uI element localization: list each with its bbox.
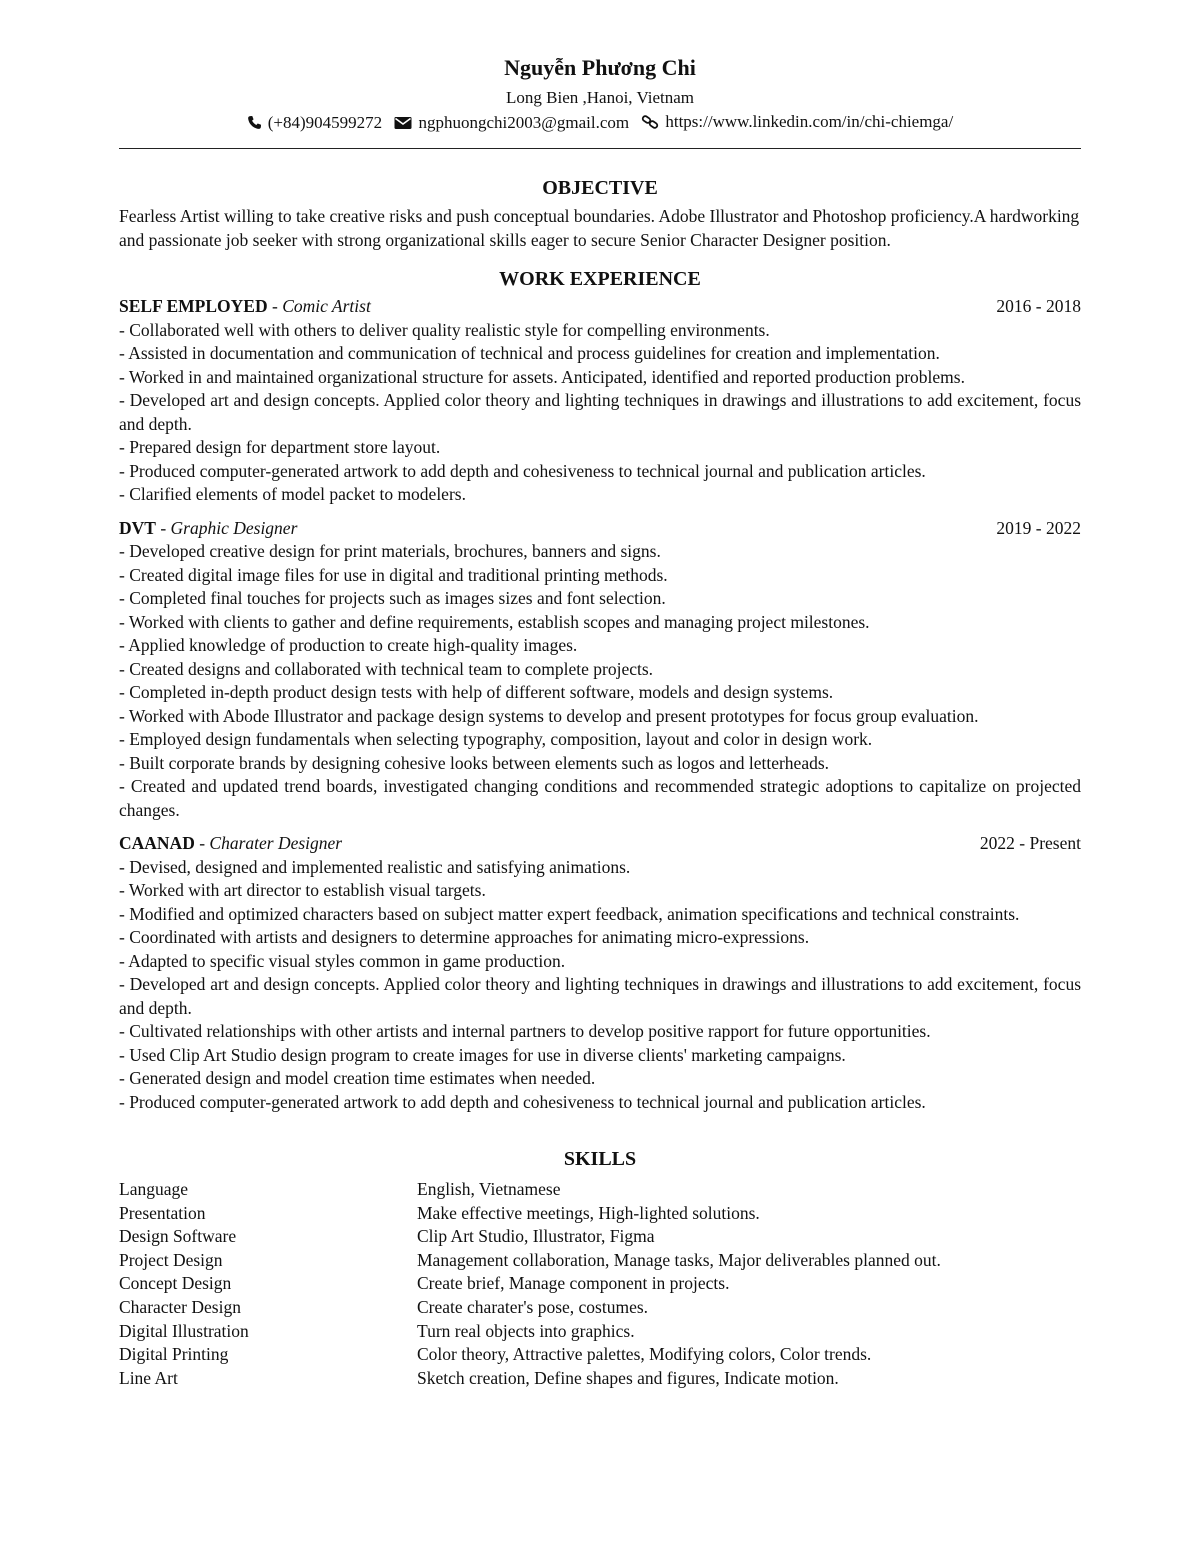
company-name: SELF EMPLOYED: [119, 296, 268, 316]
skill-row: [119, 1296, 1081, 1320]
job-bullet: - Created and updated trend boards, investigated changing conditions and recommended strategic adoptions to capitalize on projected changes.: [119, 776, 1081, 820]
linkedin-url: https://www.linkedin.com/in/chi-chiemga/: [665, 112, 954, 131]
skill-detail: English, Vietnamese: [417, 1179, 561, 1199]
contact-line: [119, 110, 1081, 137]
job-bullet: - Produced computer-generated artwork to add depth and cohesiveness to technical journal and publication articles.: [119, 1091, 926, 1112]
job-bullet-list: [119, 319, 1081, 507]
job-dates: 2016 - 2018: [996, 296, 1081, 316]
envelope-icon: [394, 116, 412, 130]
job-bullet: - Prepared design for department store layout.: [119, 437, 441, 457]
job-bullet: - Devised, designed and implemented realistic and satisfying animations.: [119, 856, 631, 877]
email-address: ngphuongchi2003@gmail.com: [418, 113, 630, 132]
skill-detail: Color theory, Attractive palettes, Modifying colors, Color trends.: [417, 1344, 872, 1365]
job-bullet: - Adapted to specific visual styles common in game production.: [119, 950, 566, 971]
skill-row: [119, 1367, 1081, 1391]
job-title-line: SELF EMPLOYED - Comic Artist: [119, 296, 371, 316]
skill-detail: Create charater's pose, costumes.: [417, 1296, 649, 1317]
skill-row: [119, 1343, 1081, 1367]
address: Long Bien ,Hanoi, Vietnam: [506, 88, 694, 107]
job-header: [119, 517, 1081, 541]
job-bullet: - Produced computer-generated artwork to add depth and cohesiveness to technical journal and publication articles.: [119, 460, 926, 481]
job-bullet: - Completed in-depth product design tests with help of different software, models and design systems.: [119, 682, 834, 702]
job-header: [119, 832, 1081, 856]
job-dates: 2022 - Present: [979, 833, 1081, 853]
phone-number: (+84)904599272: [267, 112, 383, 132]
linkedin-contact[interactable]: [641, 110, 953, 134]
job-bullet: - Completed final touches for projects such as images sizes and font selection.: [119, 588, 666, 608]
job-bullet: - Applied knowledge of production to create high-quality images.: [119, 635, 578, 655]
job-entry: [119, 295, 1081, 507]
work-experience-heading: WORK EXPERIENCE: [499, 268, 701, 290]
skill-name: Character Design: [119, 1296, 241, 1317]
job-bullet: - Developed creative design for print materials, brochures, banners and signs.: [119, 541, 661, 561]
skill-name: Presentation: [119, 1202, 206, 1223]
job-title-line: DVT - Graphic Designer: [119, 517, 298, 538]
skill-row: [119, 1249, 1081, 1273]
job-entry: [119, 832, 1081, 1114]
job-bullet: - Worked with Abode Illustrator and package design systems to develop and present prototypes for focus group evaluation.: [119, 705, 979, 726]
job-bullet-list: [119, 540, 1081, 822]
skill-name: Digital Illustration: [119, 1320, 249, 1341]
skill-row: [119, 1178, 1081, 1202]
job-bullet: - Created digital image files for use in digital and traditional printing methods.: [119, 564, 668, 585]
job-role: Graphic Designer: [170, 517, 298, 538]
skill-row: [119, 1225, 1081, 1249]
candidate-name: Nguyễn Phương Chi: [504, 55, 696, 80]
skill-name: Digital Printing: [119, 1344, 229, 1365]
job-bullet: - Developed art and design concepts. Applied color theory and lighting techniques in drawings and illustrations to add excitement, focus and depth.: [119, 974, 1081, 1018]
skill-detail: Turn real objects into graphics.: [417, 1320, 635, 1341]
job-bullet: - Coordinated with artists and designers to determine approaches for animating micro-expressions.: [119, 927, 810, 947]
email-contact[interactable]: [394, 111, 629, 135]
resume-page: [119, 52, 1081, 1390]
skill-row: [119, 1320, 1081, 1344]
skill-name: Project Design: [119, 1249, 223, 1270]
skill-detail: Clip Art Studio, Illustrator, Figma: [417, 1226, 655, 1247]
skill-name: Design Software: [119, 1226, 237, 1247]
job-dates: 2019 - 2022: [996, 517, 1081, 538]
job-bullet: - Clarified elements of model packet to modelers.: [119, 484, 466, 504]
phone-contact[interactable]: [247, 111, 382, 135]
job-bullet: - Cultivated relationships with other artists and internal partners to develop positive rapport for future opportunities.: [119, 1021, 931, 1041]
company-name: DVT: [119, 517, 156, 538]
job-bullet: - Generated design and model creation time estimates when needed.: [119, 1068, 596, 1088]
phone-icon: [247, 115, 262, 130]
job-bullet: - Employed design fundamentals when selecting typography, composition, layout and color in design work.: [119, 729, 873, 749]
company-name: CAANAD: [119, 833, 195, 853]
job-bullet: - Collaborated well with others to deliver quality realistic style for compelling environments.: [119, 319, 770, 340]
skill-detail: Sketch creation, Define shapes and figures, Indicate motion.: [417, 1367, 839, 1388]
skill-detail: Management collaboration, Manage tasks, Major deliverables planned out.: [417, 1249, 941, 1270]
objective-text: Fearless Artist willing to take creative risks and push conceptual boundaries. Adobe Illustrator and Photoshop proficiency.A hardworking and passionate job seeker with strong organizational skills eager to secure Senior Character Designer position.: [119, 206, 1080, 250]
job-bullet: - Created designs and collaborated with technical team to complete projects.: [119, 658, 654, 679]
job-bullet: - Developed art and design concepts. Applied color theory and lighting techniques in drawings and illustrations to add excitement, focus and depth.: [119, 390, 1081, 434]
link-icon: [641, 114, 659, 130]
job-list: [119, 295, 1081, 1114]
job-bullet: - Worked with clients to gather and define requirements, establish scopes and managing project milestones.: [119, 611, 870, 632]
job-bullet: - Worked with art director to establish visual targets.: [119, 880, 486, 900]
job-bullet-list: [119, 856, 1081, 1115]
skills-heading: SKILLS: [563, 1148, 637, 1170]
skill-detail: Create brief, Manage component in projects.: [417, 1273, 730, 1294]
header-divider: [119, 148, 1081, 149]
job-bullet: - Used Clip Art Studio design program to create images for use in diverse clients' marketing campaigns.: [119, 1044, 846, 1065]
job-bullet: - Worked in and maintained organizational structure for assets. Anticipated, identified and reported production problems.: [119, 366, 965, 387]
skill-detail: Make effective meetings, High-lighted solutions.: [417, 1202, 760, 1223]
objective-heading: OBJECTIVE: [542, 177, 658, 199]
skill-name: Concept Design: [119, 1273, 232, 1294]
job-bullet: - Assisted in documentation and communication of technical and process guidelines for creation and implementation.: [119, 343, 940, 363]
skill-name: Language: [119, 1179, 188, 1199]
job-header: [119, 295, 1081, 319]
skill-name: Line Art: [119, 1367, 178, 1388]
job-bullet: - Modified and optimized characters based on subject matter expert feedback, animation specifications and technical constraints.: [119, 903, 1020, 924]
job-role: Comic Artist: [282, 296, 371, 316]
skills-table: [119, 1178, 1081, 1390]
job-entry: [119, 517, 1081, 823]
skill-row: [119, 1202, 1081, 1226]
job-role: Charater Designer: [209, 833, 343, 853]
job-bullet: - Built corporate brands by designing cohesive looks between elements such as logos and letterheads.: [119, 752, 830, 773]
job-title-line: CAANAD - Charater Designer: [119, 833, 343, 853]
skill-row: [119, 1272, 1081, 1296]
